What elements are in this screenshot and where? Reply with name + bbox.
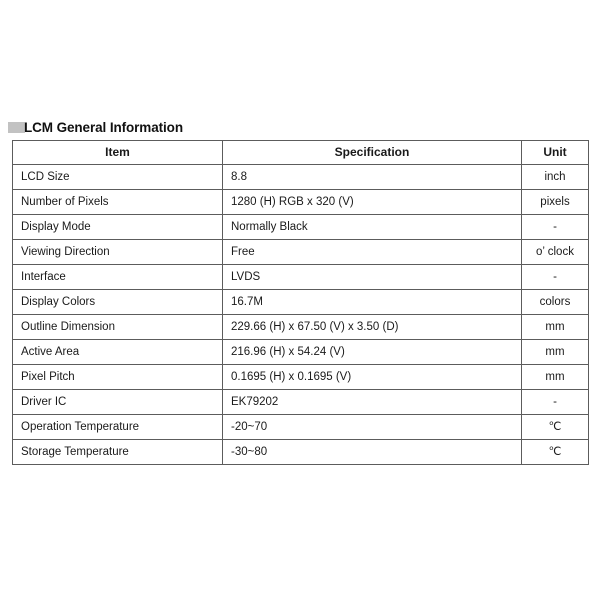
table-body [13, 165, 589, 465]
cell-specification: EK79202 [223, 390, 522, 415]
column-header-specification: Specification [223, 141, 522, 165]
cell-specification: 0.1695 (H) x 0.1695 (V) [223, 365, 522, 390]
cell-specification: LVDS [223, 265, 522, 290]
section-marker-icon [8, 122, 25, 133]
table-row [13, 190, 589, 215]
section-title-text: LCM General Information [24, 119, 183, 135]
cell-unit: - [522, 265, 589, 290]
table-row [13, 215, 589, 240]
cell-item: Active Area [13, 340, 223, 365]
cell-unit: ℃ [522, 440, 589, 465]
cell-unit: ℃ [522, 415, 589, 440]
cell-specification: 1280 (H) RGB x 320 (V) [223, 190, 522, 215]
cell-item: Pixel Pitch [13, 365, 223, 390]
cell-unit: colors [522, 290, 589, 315]
lcm-general-information-table [12, 140, 589, 465]
cell-item: Interface [13, 265, 223, 290]
table-row [13, 340, 589, 365]
cell-unit: inch [522, 165, 589, 190]
table-row [13, 365, 589, 390]
cell-item: Display Colors [13, 290, 223, 315]
table-row [13, 265, 589, 290]
column-header-item: Item [13, 141, 223, 165]
cell-item: LCD Size [13, 165, 223, 190]
cell-specification: -20~70 [223, 415, 522, 440]
cell-item: Viewing Direction [13, 240, 223, 265]
table-row [13, 440, 589, 465]
cell-item: Operation Temperature [13, 415, 223, 440]
table-row [13, 165, 589, 190]
cell-unit: - [522, 390, 589, 415]
table-header [13, 141, 589, 165]
table-row [13, 390, 589, 415]
cell-specification: Free [223, 240, 522, 265]
cell-specification: Normally Black [223, 215, 522, 240]
table-header-row [13, 141, 589, 165]
cell-item: Storage Temperature [13, 440, 223, 465]
cell-unit: mm [522, 340, 589, 365]
cell-unit: pixels [522, 190, 589, 215]
cell-unit: mm [522, 365, 589, 390]
cell-specification: 216.96 (H) x 54.24 (V) [223, 340, 522, 365]
cell-specification: -30~80 [223, 440, 522, 465]
table-row [13, 315, 589, 340]
cell-item: Number of Pixels [13, 190, 223, 215]
cell-item: Outline Dimension [13, 315, 223, 340]
cell-specification: 229.66 (H) x 67.50 (V) x 3.50 (D) [223, 315, 522, 340]
section-heading [8, 119, 183, 135]
table-row [13, 240, 589, 265]
cell-unit: mm [522, 315, 589, 340]
cell-item: Display Mode [13, 215, 223, 240]
column-header-unit: Unit [522, 141, 589, 165]
table-row [13, 290, 589, 315]
table-row [13, 415, 589, 440]
cell-specification: 16.7M [223, 290, 522, 315]
cell-specification: 8.8 [223, 165, 522, 190]
cell-unit: - [522, 215, 589, 240]
cell-unit: o’ clock [522, 240, 589, 265]
cell-item: Driver IC [13, 390, 223, 415]
